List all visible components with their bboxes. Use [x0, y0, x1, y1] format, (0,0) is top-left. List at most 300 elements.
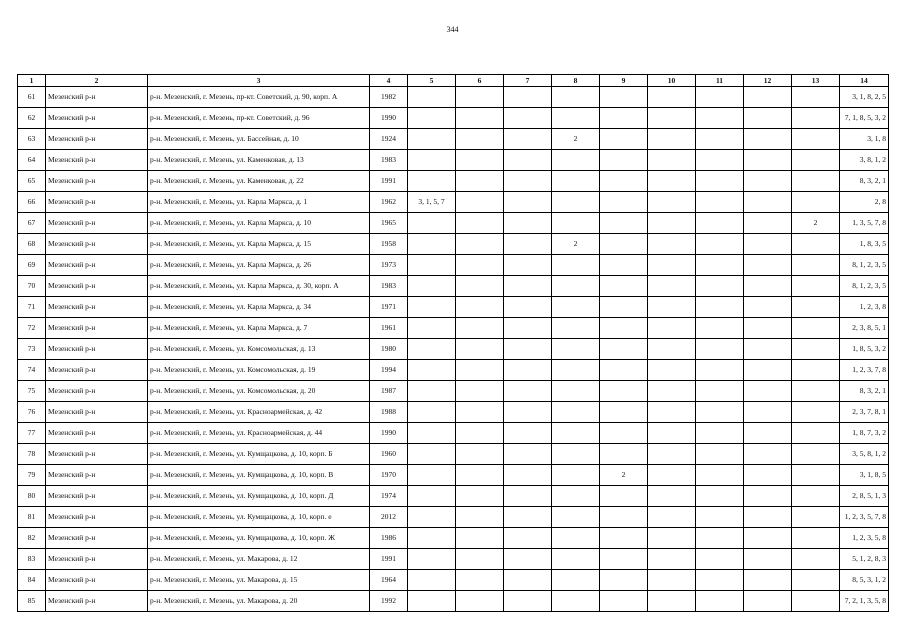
table-cell — [504, 150, 552, 171]
table-cell — [696, 591, 744, 612]
table-cell: Мезенский р-н — [46, 360, 148, 381]
table-cell — [600, 318, 648, 339]
table-cell: 1973 — [370, 255, 408, 276]
table-cell: р-н. Мезенский, г. Мезень, ул. Карла Маркса, д. 15 — [148, 234, 370, 255]
table-cell — [696, 108, 744, 129]
table-cell — [744, 486, 792, 507]
table-cell: 1960 — [370, 444, 408, 465]
table-cell — [792, 255, 840, 276]
table-cell — [600, 129, 648, 150]
table-cell — [600, 591, 648, 612]
table-cell: Мезенский р-н — [46, 570, 148, 591]
table-cell — [504, 423, 552, 444]
table-cell — [648, 297, 696, 318]
table-cell — [552, 381, 600, 402]
column-header: 13 — [792, 75, 840, 87]
table-cell: Мезенский р-н — [46, 213, 148, 234]
table-cell — [552, 171, 600, 192]
table-row — [18, 423, 889, 444]
table-cell — [552, 528, 600, 549]
table-cell — [552, 549, 600, 570]
column-header: 1 — [18, 75, 46, 87]
table-cell: 78 — [18, 444, 46, 465]
table-cell — [792, 360, 840, 381]
table-cell: Мезенский р-н — [46, 402, 148, 423]
table-cell — [744, 87, 792, 108]
table-cell — [456, 360, 504, 381]
table-cell: 1924 — [370, 129, 408, 150]
table-cell — [504, 360, 552, 381]
table-cell — [792, 528, 840, 549]
column-header: 10 — [648, 75, 696, 87]
table-cell: 7, 2, 1, 3, 5, 8 — [840, 591, 889, 612]
column-header: 12 — [744, 75, 792, 87]
table-cell: р-н. Мезенский, г. Мезень, ул. Кумщацкова, д. 10, корп. е — [148, 507, 370, 528]
column-header: 11 — [696, 75, 744, 87]
table-cell — [648, 423, 696, 444]
table-cell — [456, 150, 504, 171]
table-cell — [696, 171, 744, 192]
table-cell — [552, 444, 600, 465]
table-cell: 75 — [18, 381, 46, 402]
table-cell: р-н. Мезенский, г. Мезень, ул. Каменковая, д. 22 — [148, 171, 370, 192]
table-cell — [600, 507, 648, 528]
table-cell — [648, 402, 696, 423]
table-cell: 70 — [18, 276, 46, 297]
table-cell — [648, 150, 696, 171]
table-cell — [648, 360, 696, 381]
table-cell — [456, 129, 504, 150]
table-cell: Мезенский р-н — [46, 444, 148, 465]
table-row — [18, 150, 889, 171]
table-cell — [456, 171, 504, 192]
table-cell: 73 — [18, 339, 46, 360]
table-cell: 80 — [18, 486, 46, 507]
table-cell — [408, 255, 456, 276]
table-cell — [792, 150, 840, 171]
table-cell — [456, 381, 504, 402]
table-cell: 1994 — [370, 360, 408, 381]
table-cell — [456, 87, 504, 108]
table-cell: 67 — [18, 213, 46, 234]
table-cell — [648, 192, 696, 213]
table-body — [18, 87, 889, 612]
table-cell — [408, 339, 456, 360]
table-cell: р-н. Мезенский, г. Мезень, пр-кт. Советский, д. 90, корп. А — [148, 87, 370, 108]
table-cell — [456, 339, 504, 360]
table-row — [18, 297, 889, 318]
table-cell — [696, 234, 744, 255]
column-header: 3 — [148, 75, 370, 87]
table-cell — [648, 255, 696, 276]
table-cell — [696, 87, 744, 108]
table-cell: 1970 — [370, 465, 408, 486]
table-cell: 1, 3, 5, 7, 8 — [840, 213, 889, 234]
table-cell — [744, 507, 792, 528]
table-cell — [408, 528, 456, 549]
table-cell — [600, 444, 648, 465]
table-cell — [600, 297, 648, 318]
table-cell: р-н. Мезенский, г. Мезень, ул. Комсомольская, д. 19 — [148, 360, 370, 381]
table-cell: Мезенский р-н — [46, 507, 148, 528]
table-cell — [504, 129, 552, 150]
table-cell: р-н. Мезенский, г. Мезень, ул. Карла Маркса, д. 1 — [148, 192, 370, 213]
table-cell: 1958 — [370, 234, 408, 255]
table-cell — [456, 591, 504, 612]
table-cell — [600, 486, 648, 507]
table-cell — [456, 213, 504, 234]
table-cell — [744, 129, 792, 150]
table-cell — [504, 528, 552, 549]
table-cell — [408, 87, 456, 108]
table-cell — [696, 486, 744, 507]
table-cell: 1987 — [370, 381, 408, 402]
table-cell — [744, 423, 792, 444]
table-cell — [600, 276, 648, 297]
table-cell: 3, 1, 8, 2, 5 — [840, 87, 889, 108]
table-cell: 3, 1, 5, 7 — [408, 192, 456, 213]
table-cell — [456, 423, 504, 444]
table-cell — [552, 486, 600, 507]
column-header: 14 — [840, 75, 889, 87]
table-cell: р-н. Мезенский, г. Мезень, ул. Красноармейская, д. 42 — [148, 402, 370, 423]
table-cell: р-н. Мезенский, г. Мезень, ул. Карла Маркса, д. 7 — [148, 318, 370, 339]
table-cell: Мезенский р-н — [46, 381, 148, 402]
table-cell — [744, 549, 792, 570]
table-cell — [408, 297, 456, 318]
table-cell — [408, 234, 456, 255]
table-cell: 1962 — [370, 192, 408, 213]
table-cell: р-н. Мезенский, г. Мезень, ул. Карла Маркса, д. 26 — [148, 255, 370, 276]
table-cell: 8, 1, 2, 3, 5 — [840, 255, 889, 276]
table-cell: р-н. Мезенский, г. Мезень, ул. Макарова, д. 12 — [148, 549, 370, 570]
table-cell — [408, 108, 456, 129]
column-header: 7 — [504, 75, 552, 87]
table-cell — [696, 528, 744, 549]
table-cell — [792, 297, 840, 318]
column-header: 8 — [552, 75, 600, 87]
table-cell: 1974 — [370, 486, 408, 507]
table-cell: Мезенский р-н — [46, 276, 148, 297]
table-cell — [408, 213, 456, 234]
table-cell: 1992 — [370, 591, 408, 612]
table-cell — [408, 591, 456, 612]
table-cell — [504, 318, 552, 339]
table-cell — [504, 591, 552, 612]
table-cell — [408, 507, 456, 528]
table-cell — [648, 318, 696, 339]
table-cell — [552, 507, 600, 528]
table-cell — [504, 486, 552, 507]
table-cell — [792, 381, 840, 402]
table-cell: р-н. Мезенский, г. Мезень, ул. Карла Маркса, д. 30, корп. А — [148, 276, 370, 297]
table-cell — [456, 318, 504, 339]
table-cell: Мезенский р-н — [46, 150, 148, 171]
table-cell — [552, 108, 600, 129]
table-cell: 8, 3, 2, 1 — [840, 381, 889, 402]
table-cell — [648, 549, 696, 570]
table-cell — [552, 423, 600, 444]
table-cell: 1986 — [370, 528, 408, 549]
table-cell — [744, 192, 792, 213]
table-cell: 63 — [18, 129, 46, 150]
table-cell — [600, 213, 648, 234]
table-cell: 74 — [18, 360, 46, 381]
table-cell — [552, 150, 600, 171]
table-row — [18, 339, 889, 360]
table-cell: 68 — [18, 234, 46, 255]
table-cell — [552, 591, 600, 612]
table-cell — [504, 507, 552, 528]
table-cell — [648, 213, 696, 234]
table-cell — [600, 255, 648, 276]
table-cell: 2, 3, 7, 8, 1 — [840, 402, 889, 423]
table-cell — [744, 150, 792, 171]
header-row — [18, 75, 889, 87]
table-cell: Мезенский р-н — [46, 192, 148, 213]
table-cell — [504, 549, 552, 570]
table-cell: 64 — [18, 150, 46, 171]
table-cell: 83 — [18, 549, 46, 570]
table-cell — [552, 255, 600, 276]
table-cell — [504, 192, 552, 213]
table-cell — [408, 465, 456, 486]
table-cell — [792, 549, 840, 570]
table-cell — [744, 360, 792, 381]
table-cell: 3, 5, 8, 1, 2 — [840, 444, 889, 465]
table-row — [18, 108, 889, 129]
table-cell: р-н. Мезенский, г. Мезень, пр-кт. Советский, д. 96 — [148, 108, 370, 129]
table-cell — [600, 87, 648, 108]
table-cell — [456, 549, 504, 570]
table-cell — [600, 171, 648, 192]
table-cell — [408, 171, 456, 192]
table-cell: 61 — [18, 87, 46, 108]
table-cell: Мезенский р-н — [46, 87, 148, 108]
table-cell: 3, 8, 1, 2 — [840, 150, 889, 171]
table-cell: Мезенский р-н — [46, 423, 148, 444]
table-cell: 7, 1, 8, 5, 3, 2 — [840, 108, 889, 129]
table-cell: 85 — [18, 591, 46, 612]
table-cell: 1980 — [370, 339, 408, 360]
table-cell — [408, 444, 456, 465]
table-cell: 3, 1, 8, 5 — [840, 465, 889, 486]
table-cell: р-н. Мезенский, г. Мезень, ул. Комсомольская, д. 13 — [148, 339, 370, 360]
table-cell: 1, 8, 7, 3, 2 — [840, 423, 889, 444]
table-cell — [696, 213, 744, 234]
table-row — [18, 192, 889, 213]
table-cell: Мезенский р-н — [46, 129, 148, 150]
table-cell — [648, 570, 696, 591]
table-row — [18, 507, 889, 528]
table-row — [18, 444, 889, 465]
table-cell — [504, 297, 552, 318]
table-cell — [648, 591, 696, 612]
table-cell — [744, 402, 792, 423]
table-cell — [696, 570, 744, 591]
table-cell — [744, 213, 792, 234]
table-cell — [648, 486, 696, 507]
column-header: 5 — [408, 75, 456, 87]
table-cell: 1971 — [370, 297, 408, 318]
table-cell — [792, 192, 840, 213]
table-cell — [696, 360, 744, 381]
table-cell — [600, 108, 648, 129]
table-cell: 81 — [18, 507, 46, 528]
table-cell: Мезенский р-н — [46, 465, 148, 486]
table-cell: 8, 5, 3, 1, 2 — [840, 570, 889, 591]
table-cell: 1, 2, 3, 5, 8 — [840, 528, 889, 549]
table-cell — [696, 192, 744, 213]
table-cell — [744, 465, 792, 486]
table-cell — [744, 444, 792, 465]
table-cell — [792, 486, 840, 507]
table-cell: 1991 — [370, 549, 408, 570]
table-row — [18, 570, 889, 591]
table-cell — [744, 318, 792, 339]
table-cell: р-н. Мезенский, г. Мезень, ул. Карла Маркса, д. 34 — [148, 297, 370, 318]
table-cell: р-н. Мезенский, г. Мезень, ул. Комсомольская, д. 20 — [148, 381, 370, 402]
table-cell — [696, 339, 744, 360]
table-row — [18, 318, 889, 339]
table-cell — [696, 129, 744, 150]
table-cell: р-н. Мезенский, г. Мезень, ул. Макарова, д. 20 — [148, 591, 370, 612]
table-row — [18, 87, 889, 108]
table-cell — [600, 549, 648, 570]
table-cell — [408, 486, 456, 507]
table-cell — [696, 297, 744, 318]
table-cell — [600, 570, 648, 591]
table-cell: 1990 — [370, 108, 408, 129]
table-cell: 1983 — [370, 150, 408, 171]
table-cell: 3, 1, 8 — [840, 129, 889, 150]
table-cell: 5, 1, 2, 8, 3 — [840, 549, 889, 570]
table-cell — [600, 402, 648, 423]
page-number: 344 — [446, 25, 459, 34]
table-cell — [456, 465, 504, 486]
table-cell — [408, 360, 456, 381]
table-cell — [504, 381, 552, 402]
table-cell: р-н. Мезенский, г. Мезень, ул. Кумщацкова, д. 10, корп. Ж — [148, 528, 370, 549]
table-cell — [744, 276, 792, 297]
table-cell — [552, 297, 600, 318]
table-cell — [600, 234, 648, 255]
table-cell — [696, 423, 744, 444]
table-cell — [744, 339, 792, 360]
table-row — [18, 213, 889, 234]
table-cell — [408, 276, 456, 297]
table-cell — [648, 339, 696, 360]
table-cell: 62 — [18, 108, 46, 129]
table-cell — [792, 402, 840, 423]
table-cell — [552, 402, 600, 423]
table-cell — [456, 507, 504, 528]
table-cell: 1, 2, 3, 8 — [840, 297, 889, 318]
table-cell — [504, 213, 552, 234]
table-cell: 69 — [18, 255, 46, 276]
table-cell — [504, 276, 552, 297]
table-cell — [696, 507, 744, 528]
table-cell: 72 — [18, 318, 46, 339]
table-cell: р-н. Мезенский, г. Мезень, ул. Карла Маркса, д. 10 — [148, 213, 370, 234]
table-cell — [408, 381, 456, 402]
table-cell — [792, 87, 840, 108]
table-cell — [456, 276, 504, 297]
table-cell — [600, 360, 648, 381]
table-cell: 2 — [552, 129, 600, 150]
table-cell: р-н. Мезенский, г. Мезень, ул. Красноармейская, д. 44 — [148, 423, 370, 444]
table-cell: 1, 8, 5, 3, 2 — [840, 339, 889, 360]
table-cell — [648, 381, 696, 402]
table-cell — [600, 381, 648, 402]
table-cell — [696, 465, 744, 486]
column-header: 4 — [370, 75, 408, 87]
table-cell — [792, 318, 840, 339]
table-cell — [504, 171, 552, 192]
table-cell: Мезенский р-н — [46, 486, 148, 507]
table-row — [18, 402, 889, 423]
table-cell: 2, 8, 5, 1, 3 — [840, 486, 889, 507]
table-row — [18, 465, 889, 486]
table-cell: р-н. Мезенский, г. Мезень, ул. Кумщацкова, д. 10, корп. В — [148, 465, 370, 486]
table-cell — [744, 381, 792, 402]
table-cell: 76 — [18, 402, 46, 423]
table-cell — [552, 570, 600, 591]
table-cell — [456, 444, 504, 465]
table-cell — [648, 444, 696, 465]
table-cell — [408, 423, 456, 444]
table-cell: Мезенский р-н — [46, 255, 148, 276]
table-cell — [456, 570, 504, 591]
table-cell: Мезенский р-н — [46, 171, 148, 192]
table-cell — [648, 171, 696, 192]
table-cell: Мезенский р-н — [46, 108, 148, 129]
table-cell — [792, 129, 840, 150]
table-cell: 2 — [792, 213, 840, 234]
table-cell — [504, 234, 552, 255]
table-cell: р-н. Мезенский, г. Мезень, ул. Кумщацкова, д. 10, корп. Б — [148, 444, 370, 465]
table-cell — [696, 549, 744, 570]
table-cell — [648, 108, 696, 129]
table-cell: Мезенский р-н — [46, 549, 148, 570]
table-cell — [504, 255, 552, 276]
table-cell: 1, 2, 3, 5, 7, 8 — [840, 507, 889, 528]
table-cell — [552, 87, 600, 108]
table-cell: р-н. Мезенский, г. Мезень, ул. Макарова, д. 15 — [148, 570, 370, 591]
table-cell — [792, 507, 840, 528]
table-cell — [696, 402, 744, 423]
table-cell — [600, 339, 648, 360]
table-cell: Мезенский р-н — [46, 318, 148, 339]
table-cell — [744, 570, 792, 591]
table-cell — [648, 465, 696, 486]
table-cell: Мезенский р-н — [46, 339, 148, 360]
table-row — [18, 129, 889, 150]
table-cell — [408, 129, 456, 150]
table-cell: 1988 — [370, 402, 408, 423]
table-cell: Мезенский р-н — [46, 591, 148, 612]
table-cell: р-н. Мезенский, г. Мезень, ул. Кумщацкова, д. 10, корп. Д — [148, 486, 370, 507]
table-cell: 79 — [18, 465, 46, 486]
data-table — [17, 74, 889, 612]
table-cell — [744, 108, 792, 129]
table-cell: 1961 — [370, 318, 408, 339]
table-cell — [552, 213, 600, 234]
table-row — [18, 234, 889, 255]
table-cell — [744, 297, 792, 318]
table-cell: 1991 — [370, 171, 408, 192]
table-row — [18, 591, 889, 612]
